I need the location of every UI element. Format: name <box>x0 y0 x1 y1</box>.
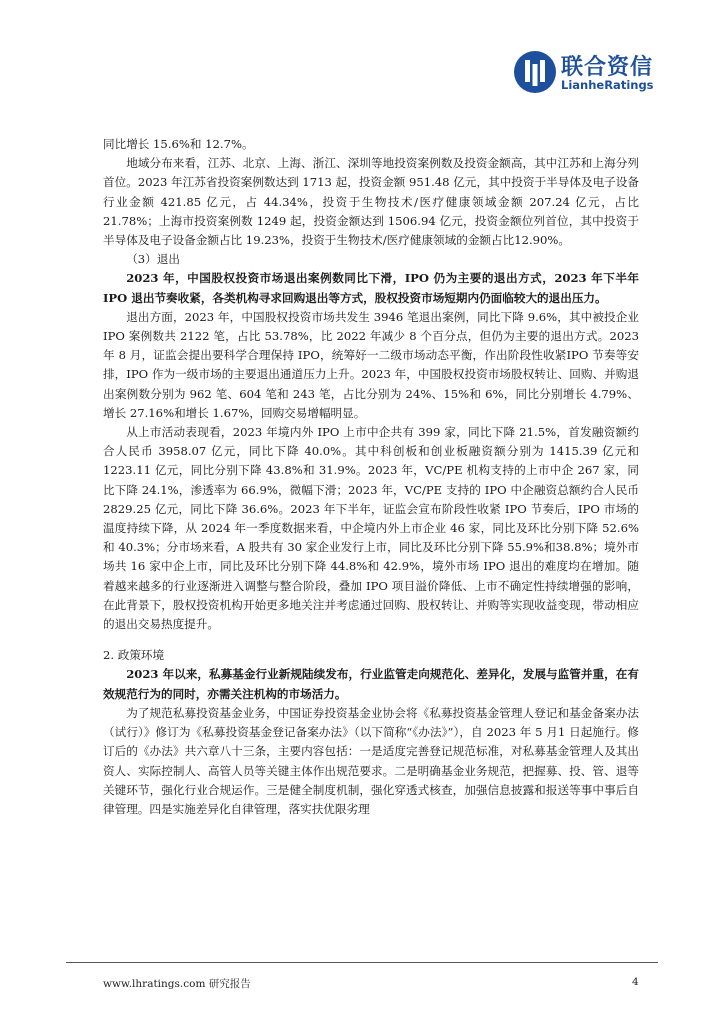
paragraph-continuation: 同比增长 15.6%和 12.7%。 <box>103 137 254 151</box>
paragraph-exit-details: 退出方面，2023 年，中国股权投资市场共发生 3946 笔退出案例，同比下降 9.6%，其中被投企业 IPO 案例数共 2122 笔，占比 53.78%，比 2022 年减少 8 个百分点，但仍为主要的退出方式。2023 年 8 月，证监会提出要科学合理保持 IPO，统筹好一二级市场动态平衡，作出阶段性收紧IPO 节奏等安排，IPO 作为一级市场的主要退出通道压力上升。2023 年，中国股权投资市场股权转让、回购、并购退出案例数分别为 962 笔、604 笔和 243 笔，占比分别为 24%、15%和 6%，同比分别增长 4.79%、增长 27.16%和增长 1.67%，回购交易增幅明显。 <box>103 309 639 420</box>
logo-chinese-name: 联合资信 <box>561 55 654 80</box>
paragraph-policy-summary: 2023 年以来，私募基金行业新规陆续发布，行业监管走向规范化、差异化，发展与监管并重，在有效规范行为的同时，亦需关注机构的市场活力。 <box>103 667 639 701</box>
paragraph-policy-details: 为了规范私募投资基金业务，中国证券投资基金业协会将《私募投资基金管理人登记和基金备案办法（试行）》修订为《私募投资基金登记备案办法》（以下简称“《办法》”），自 2023 年 5 月1 日起施行。修订后的《办法》共六章八十三条，主要内容包括：一是适度完善登记规范标准，对私募基金管理人及其出资人、实际控制人、高管人员等关键主体作出规范要求。二是明确基金业务规范，把握募、投、管、退等关键环节，强化行业合规运作。三是健全制度机制，强化穿透式核查，加强信息披露和报送等事中事后自律管理。四是实施差异化自律管理，落实扶优限劣理 <box>103 705 639 816</box>
lianhe-logo-icon <box>513 50 557 94</box>
footer-divider <box>66 962 658 963</box>
paragraph-regional-distribution: 地域分布来看，江苏、北京、上海、浙江、深圳等地投资案例数及投资金额高，其中江苏和上海分列首位。2023 年江苏省投资案例数达到 1713 起，投资金额 951.48 亿元，其中投资于半导体及电子设备行业金额 421.85 亿元，占 44.34%，投资于生物技术/医疗健康领域金额 207.24 亿元，占比 21.78%；上海市投资案例数 1249 起，投资金额达到 1506.94 亿元，投资金额位列首位，其中投资于半导体及电子设备金额占比 19.23%，投资于生物技术/医疗健康领域的金额占比12.90%。 <box>103 156 639 248</box>
report-body <box>103 135 639 819</box>
paragraph-ipo-activity: 从上市活动表现看，2023 年境内外 IPO 上市中企共有 399 家，同比下降 21.5%，首发融资额约合人民币 3958.07 亿元，同比下降 40.0%。其中科创板和创业板融资额分别为 1415.39 亿元和1223.11 亿元，同比分别下降 43.8%和 31.9%。2023 年，VC/PE 机构支持的上市中企 267 家，同比下降 24.1%，渗透率为 66.9%，微幅下滑；2023 年，VC/PE 支持的 IPO 中企融资总额约合人民币 2829.25 亿元，同比下降 36.6%。2023 年下半年，证监会宣布阶段性收紧 IPO 节奏后，IPO 市场的温度持续下降，从 2024 年一季度数据来看，中企境内外上市企业 46 家，同比及环比分别下降 52.6%和 40.3%；分市场来看，A 股共有 30 家企业发行上市，同比及环比分别下降 55.9%和38.8%；境外市场共 16 家中企上市，同比及环比分别下降 44.8%和 42.9%，境外市场 IPO 退出的难度均在增加。随着越来越多的行业逐渐进入调整与整合阶段，叠加 IPO 项目溢价降低、上市不确定性持续增强的影响，在此背景下，股权投资机构开始更多地关注并考虑通过回购、股权转让、并购等实现收益变现，带动相应的退出交易热度提升。 <box>103 425 639 632</box>
company-logo <box>513 50 653 94</box>
page-number: 4 <box>632 976 639 988</box>
section-heading-policy: 2. 政策环境 <box>103 648 165 663</box>
footer-website-label: www.lhratings.com 研究报告 <box>103 978 251 990</box>
paragraph-exit-summary: 2023 年，中国股权投资市场退出案例数同比下滑，IPO 仍为主要的退出方式，2023 年下半年 IPO 退出节奏收紧，各类机构寻求回购退出等方式，股权投资市场短期内仍面临较大的退出压力。 <box>103 271 639 305</box>
logo-english-name: LianheRatings <box>561 78 654 92</box>
section-heading-exit: （3）退出 <box>126 252 180 267</box>
